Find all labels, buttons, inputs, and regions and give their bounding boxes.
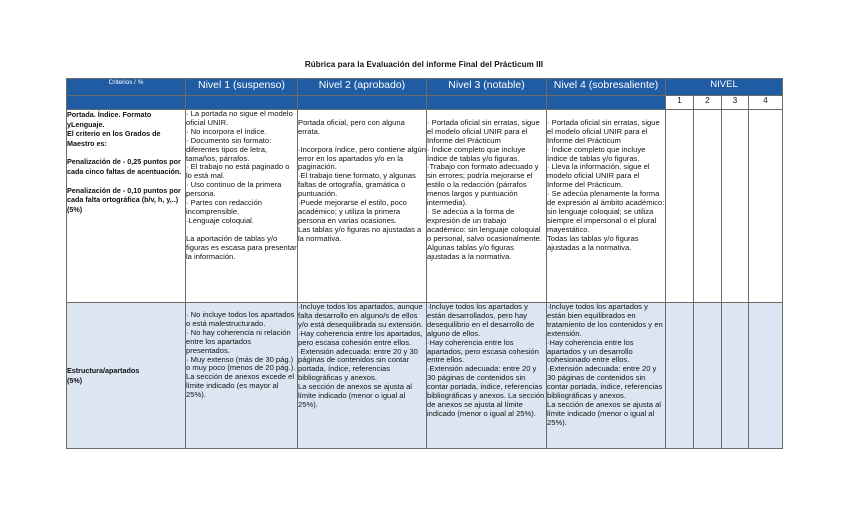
level-3-text: ·Incluye todos los apartados y están desarrollados, pero hay desequilibrio en el desarrollo de alguno de ellos. ·Hay coherencia entre los apartados, pero escasa cohesión entre ellos. ·Extensión adecuada: entre 20 y 30 páginas de contenidos sin contar portada, índice, referencias bibliográficas y anexos. La sección de anexos se ajusta al límite indicado (menor o igual al 25%). [427, 302, 545, 418]
score-4-header: 4 [749, 96, 783, 110]
level-1-text: · No incluye todos los apartados o está malestructurado. · No hay coherencia ni relación entre los apartados presentados. · Muy extenso (más de 30 pág.) o muy poco (menos de 20 pág.). La sección de anexos excede el límite indicado (es mayor al 25%). [186, 310, 296, 400]
subheader-blank [186, 96, 298, 110]
score-1-header: 1 [666, 96, 694, 110]
level-2-header: Nivel 2 (aprobado) [298, 79, 427, 96]
level-4-cell [547, 110, 666, 303]
level-4-text: · Portada oficial sin erratas, sigue el modelo oficial UNIR para el Informe del Prácticum · Índice completo que incluye índice de tablas y/o figuras. · Lleva la información, sigue el modelo oficial UNIR para el Informe del Prácticum. · Se adecúa plenamente la forma de expresión al ámbito académico: sin lenguaje coloquial; se utiliza siempre el impersonal o el plural mayestático. Todas las tablas y/o figuras ajustadas a la normativa. [547, 117, 665, 252]
header-row [67, 79, 783, 96]
criterion-title: Portada. Índice. Formato yLenguaje. [67, 110, 152, 129]
score-2-header: 2 [694, 96, 722, 110]
score-cell[interactable] [722, 110, 749, 303]
criterion-title: Estructura/apartados [67, 365, 140, 375]
criterion-cell [67, 303, 186, 449]
subheader-blank [67, 96, 186, 110]
criteria-header: Criterios / % [67, 79, 186, 96]
level-2-cell [298, 303, 427, 449]
criterion-cell [67, 110, 186, 303]
nivel-header: NIVEL [666, 79, 783, 96]
level-3-text: · Portada oficial sin erratas, sigue el modelo oficial UNIR para el Informe del Prácticum · Índice completo que incluye índice de tablas y/o figuras. ·Trabajo con formato adecuado y sin errores; podría mejorarse el estilo o la redacción (párrafos menos largos y puntuación intermedia). · Se adecúa a la forma de expresión de un trabajo académico: sin lenguaje coloquial o personal, salvo ocasionalmente. Algunas tablas y/o figuras ajustadas a la normativa. [427, 117, 542, 261]
score-cell[interactable] [722, 303, 749, 449]
level-3-header: Nivel 3 (notable) [427, 79, 547, 96]
level-1-header: Nivel 1 (suspenso) [186, 79, 298, 96]
table-row [67, 303, 783, 449]
score-cell[interactable] [666, 110, 694, 303]
penalty-spelling: Penalización de - 0,10 puntos por cada falta ortográfica (b/v, h, y,..) [67, 185, 181, 205]
score-3-header: 3 [722, 96, 749, 110]
criterion-percent: (5%) [67, 375, 83, 385]
level-2-text: Portada oficial, pero con alguna errata. ·Incorpora índice, pero contiene algún error en los apartados y/o en la paginación. ·El trabajo tiene formato, y algunas faltas de ortografía, gramática o puntuación. ·Puede mejorarse el estilo, poco académico; y utiliza la primera persona en varias ocasiones. Las tablas y/o figuras no ajustadas a la normativa. [298, 117, 426, 243]
level-3-cell [427, 110, 547, 303]
level-4-cell [547, 303, 666, 449]
subheader-blank [427, 96, 547, 110]
level-1-text: · La portada no sigue el modelo oficial UNIR. · No incorpora el índice. · Documento sin formato: diferentes tipos de letra, tamaños, párrafos. · El trabajo no está paginado o lo está mal. · Uso continuo de la primera persona. · Partes con redacción incomprensible. ·Lenguaje coloquial. La aportación de tablas y/o figuras es escasa para presentar la información. [186, 109, 297, 261]
level-2-cell [298, 110, 427, 303]
subheader-blank [547, 96, 666, 110]
level-4-header: Nivel 4 (sobresaliente) [547, 79, 666, 96]
page-title: Rúbrica para la Evaluación del informe Final del Prácticum III [304, 60, 544, 69]
criterion-subtitle: El criterio en los Grados de Maestro es: [67, 129, 161, 148]
subheader-blank [298, 96, 427, 110]
rubric-table [66, 78, 783, 449]
score-cell[interactable] [666, 303, 694, 449]
level-1-cell [186, 303, 298, 449]
subheader-row [67, 96, 783, 110]
penalty-accent: Penalización de - 0,25 puntos por cada cinco faltas de acentuación. [67, 157, 182, 176]
criterion-percent: (5%) [67, 204, 83, 214]
score-cell[interactable] [694, 110, 722, 303]
score-cell[interactable] [749, 110, 783, 303]
level-1-cell [186, 110, 298, 303]
level-3-cell [427, 303, 547, 449]
score-cell[interactable] [749, 303, 783, 449]
table-row [67, 110, 783, 303]
score-cell[interactable] [694, 303, 722, 449]
level-4-text: ·Incluye todos los apartados y están bien equilibrados en tratamiento de los contenidos y en extensión. ·Hay coherencia entre los apartados y un desarrollo cohesionado entre ellos. ·Extensión adecuada: entre 20 y 30 páginas de contenidos sin contar portada, índice, referencias bibliográficas y anexos. La sección de anexos se ajusta al límite indicado (menor o igual al 25%). [547, 302, 663, 427]
level-2-text: ·Incluye todos los apartados, aunque falta desarrollo en alguno/s de ellos y/o está desequilibrada su extensión. ·Hay coherencia entre los apartados, pero escasa cohesión entre ellos. ·Extensión adecuada: entre 20 y 30 páginas de contenidos sin contar portada, índice, referencias bibliográficas y anexos. La sección de anexos se ajusta al límite indicado (menor o igual al 25%). [298, 302, 423, 409]
